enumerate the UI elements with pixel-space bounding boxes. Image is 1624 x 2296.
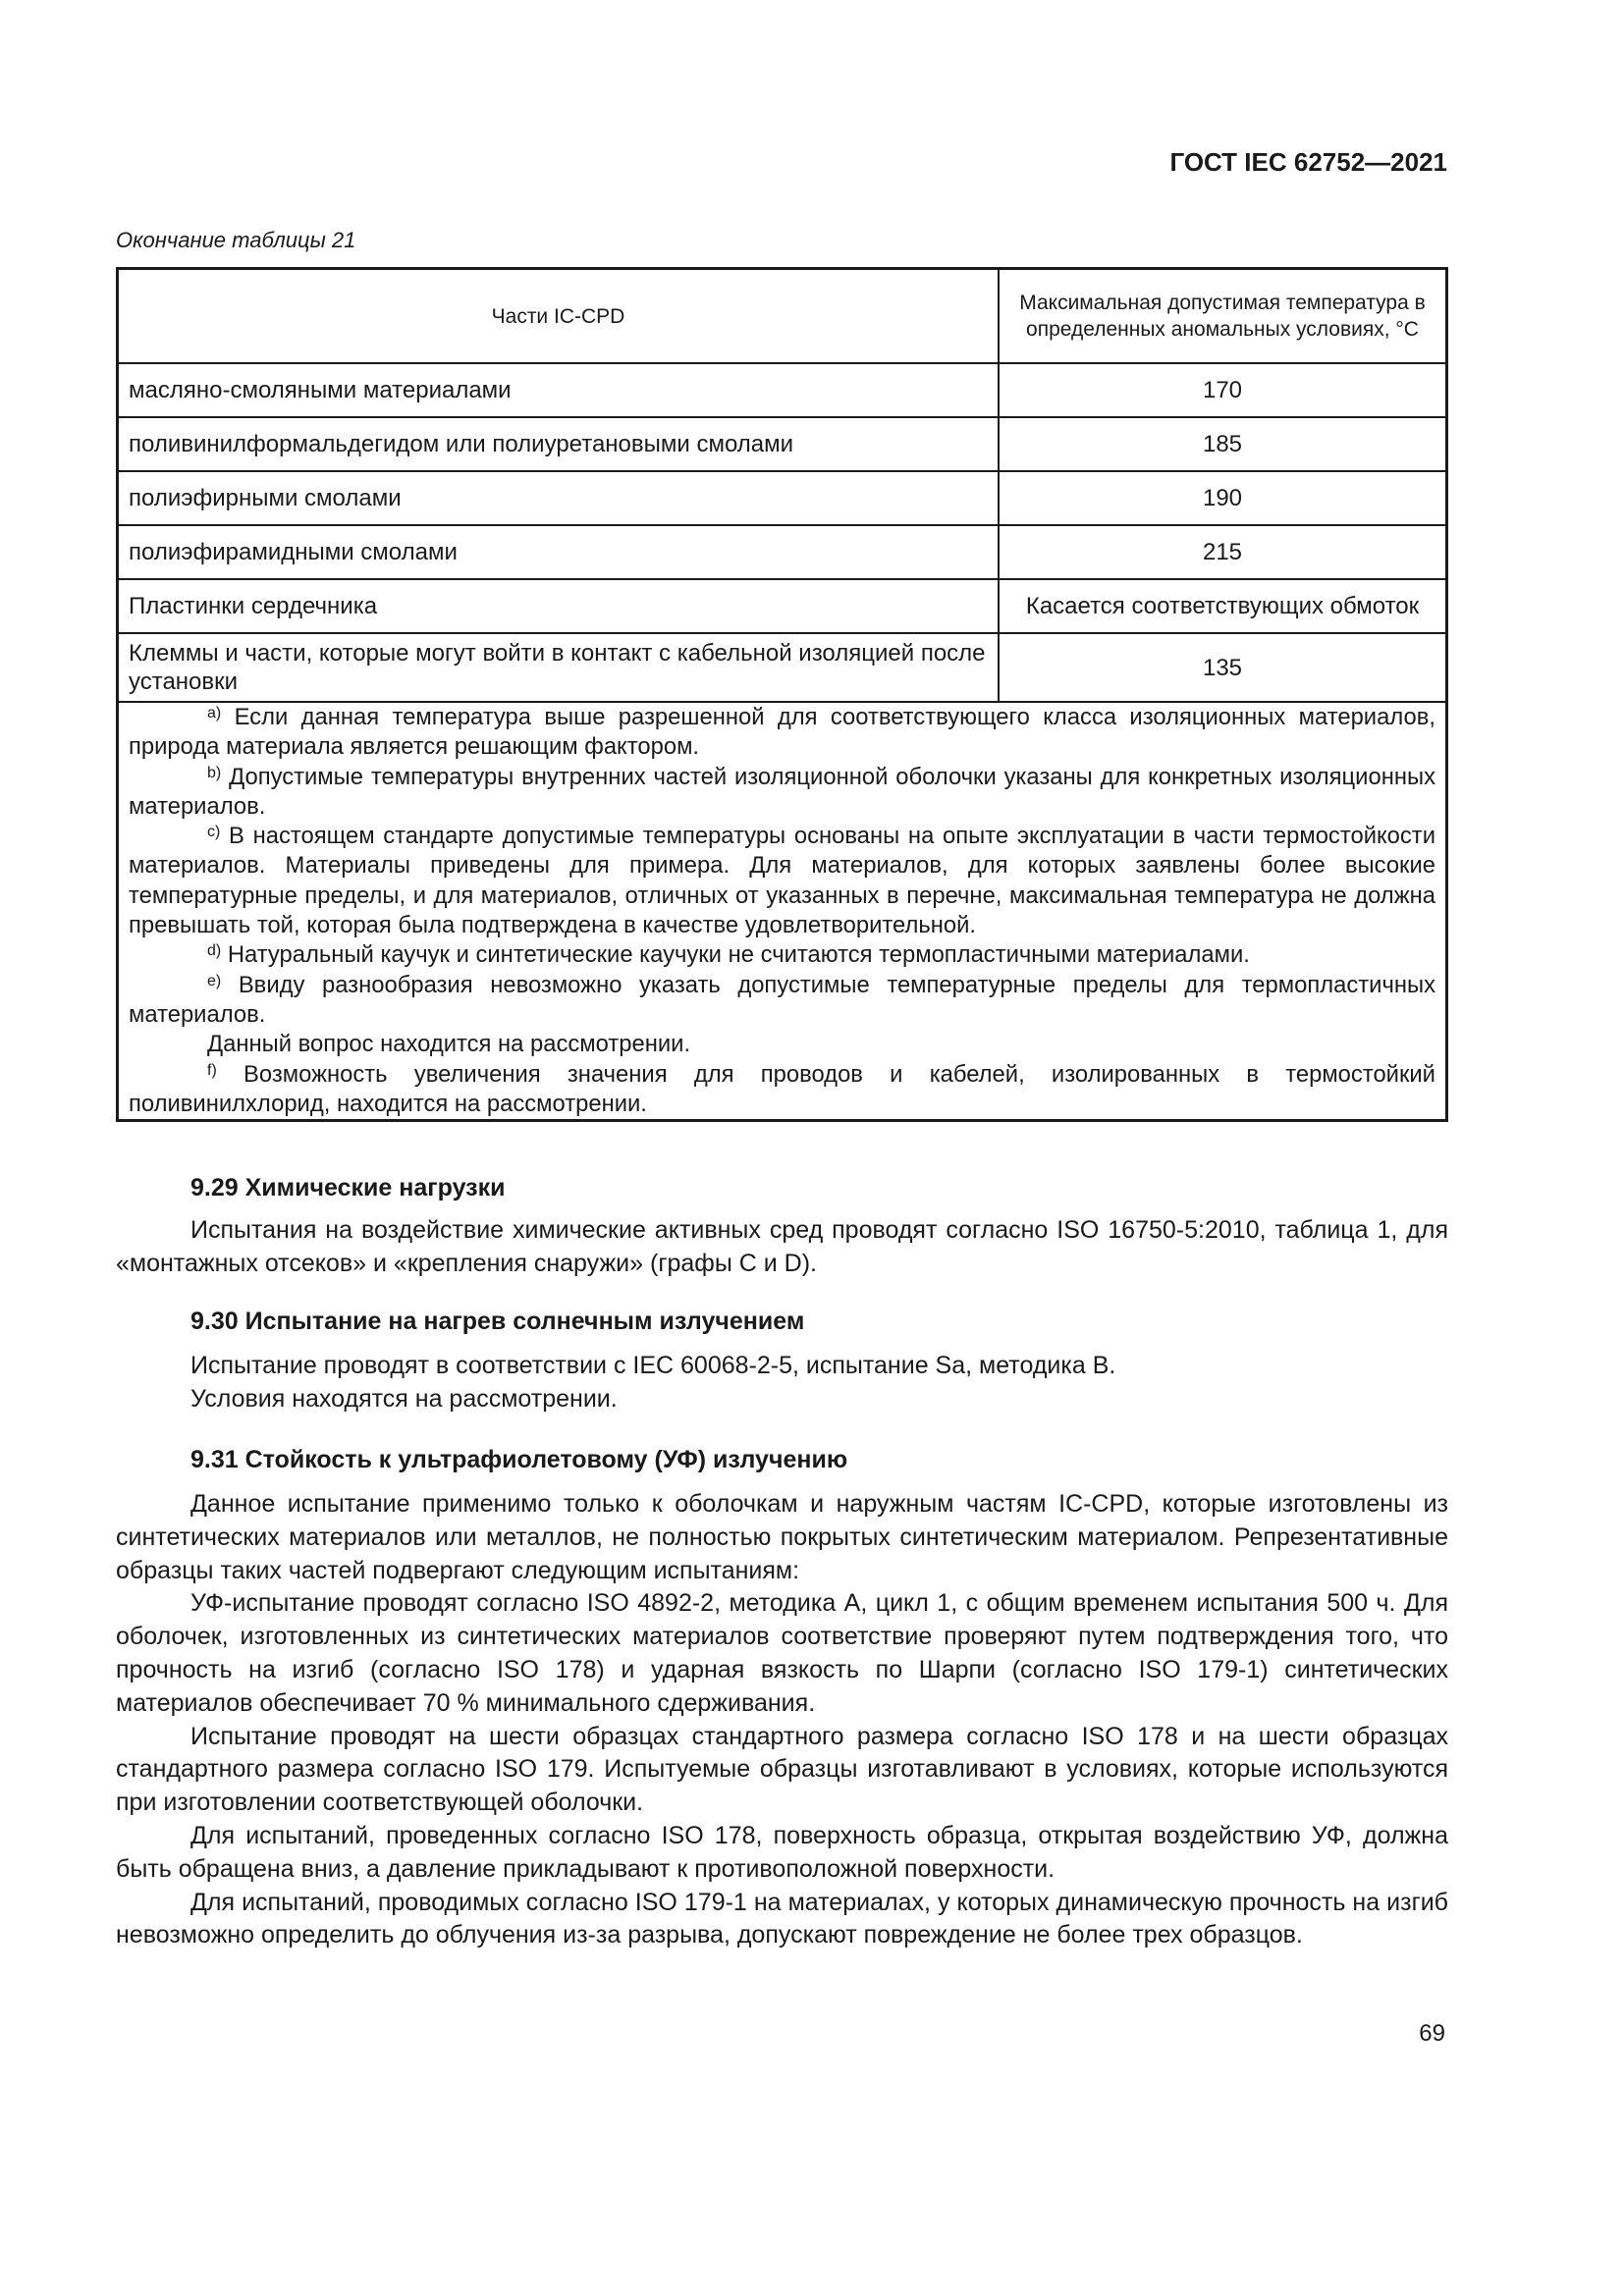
footnote-mark: e) (207, 972, 222, 989)
section-9-30 (116, 1303, 1448, 1416)
paragraph: Данное испытание применимо только к оболочкам и наружным частям IC-CPD, которые изготовлены из синтетических материалов или металлов, не полностью покрытых синтетическим материалом. Репрезентативные образцы таких частей подвергают следующим испытаниям: (116, 1490, 1448, 1584)
footnote-text: Возможность увеличения значения для проводов и кабелей, изолированных в термостойкий поливинилхлорид, находится на рассмотрении. (129, 1060, 1435, 1117)
column-header-max-temperature: Максимальная допустимая температура в определенных аномальных условиях, °С (999, 269, 1447, 364)
section-heading: 9.30 Испытание на нагрев солнечным излучением (190, 1308, 805, 1335)
paragraph: Испытания на воздействие химические активных сред проводят согласно ISO 16750-5:2010, таблица 1, для «монтажных отсеков» и «крепления снаружи» (графы C и D). (116, 1216, 1448, 1277)
footnote-text: Допустимые температуры внутренних частей изоляционной оболочки указаны для конкретных изоляционных материалов. (129, 763, 1435, 820)
section-heading: 9.29 Химические нагрузки (190, 1174, 506, 1201)
cell-temperature: 170 (999, 363, 1447, 417)
footnotes-cell (118, 702, 1447, 1121)
paragraph: УФ-испытание проводят согласно ISO 4892-2, методика A, цикл 1, с общим временем испытания 500 ч. Для оболочек, изготовленных из синтетических материалов соответствие проверяют путем подтверждения того, что прочность на изгиб (согласно ISO 178) и ударная вязкость по Шарпи (согласно ISO 179-1) синтетических материалов обеспечивает 70 % минимального сдерживания. (116, 1589, 1448, 1717)
page-number: 69 (1419, 2020, 1445, 2047)
footnote-mark: b) (207, 764, 222, 781)
cell-part: полиэфирными смолами (118, 471, 1000, 525)
footnote-text: В настоящем стандарте допустимые температуры основаны на опыте эксплуатации в части термостойкости материалов. Материалы приведены для примера. Для материалов, для которых заявлены более высокие температурные пределы, и для материалов, отличных от указанных в перечне, максимальная температура не должна превышать той, которая была подтверждена в качестве удовлетворительной. (129, 823, 1435, 939)
cell-temperature: 185 (999, 417, 1447, 471)
paragraph: Испытание проводят на шести образцах стандартного размера согласно ISO 178 и на шести образцах стандартного размера согласно ISO 179. Испытуемые образцы изготавливают в условиях, которые используются при изготовлении соответствующей оболочки. (116, 1722, 1448, 1817)
table-header-row (118, 269, 1447, 364)
footnote-text: Данный вопрос находится на рассмотрении. (207, 1031, 691, 1058)
footnote-text: Если данная температура выше разрешенной для соответствующего класса изоляционных материалов, природа материала является решающим фактором. (129, 704, 1435, 761)
table-row (118, 471, 1447, 525)
table-row (118, 579, 1447, 633)
footnote-mark: c) (207, 824, 221, 841)
footnote-e-continuation (129, 1030, 1435, 1059)
footnotes-row (118, 702, 1447, 1121)
footnote-d (129, 940, 1435, 970)
footnote-mark: a) (207, 705, 222, 721)
table-row (118, 525, 1447, 579)
paragraph: Для испытаний, проводимых согласно ISO 179-1 на материалах, у которых динамическую прочность на изгиб невозможно определить до облучения из-за разрыва, допускают повреждение не более трех образцов. (116, 1888, 1448, 1949)
footnote-a (129, 703, 1435, 763)
paragraph: Условия находятся на рассмотрении. (190, 1384, 618, 1413)
document-code-header: ГОСТ IEC 62752—2021 (1169, 147, 1447, 177)
cell-temperature: 190 (999, 471, 1447, 525)
footnote-c (129, 822, 1435, 940)
cell-part: масляно-смоляными материалами (118, 363, 1000, 417)
footnote-f (129, 1060, 1435, 1120)
footnote-text: Натуральный каучук и синтетические каучуки не считаются термопластичными материалами. (227, 941, 1250, 969)
table-row (118, 417, 1447, 471)
section-9-29 (116, 1169, 1448, 1281)
column-header-parts: Части IC-CPD (118, 269, 1000, 364)
paragraph: Испытание проводят в соответствии с IEC 60068-2-5, испытание Sa, методика B. (190, 1352, 1116, 1379)
footnote-mark: d) (207, 942, 222, 960)
cell-temperature: 215 (999, 525, 1447, 579)
cell-part: Клеммы и части, которые могут войти в контакт с кабельной изоляцией после установки (118, 633, 1000, 702)
footnote-mark: f) (207, 1061, 217, 1079)
table-row (118, 363, 1447, 417)
cell-temperature: Касается соответствующих обмоток (999, 579, 1447, 633)
cell-temperature: 135 (999, 633, 1447, 702)
paragraph: Для испытаний, проведенных согласно ISO 178, поверхность образца, открытая воздействию УФ, должна быть обращена вниз, а давление прикладывают к противоположной поверхности. (116, 1821, 1448, 1883)
cell-part: поливинилформальдегидом или полиуретановыми смолами (118, 417, 1000, 471)
footnote-b (129, 763, 1435, 823)
temperature-table (116, 267, 1448, 1122)
footnote-e (129, 971, 1435, 1031)
cell-part: полиэфирамидными смолами (118, 525, 1000, 579)
cell-part: Пластинки сердечника (118, 579, 1000, 633)
footnote-text: Ввиду разнообразия невозможно указать допустимые температурные пределы для термопластичных материалов. (129, 971, 1435, 1028)
section-heading: 9.31 Стойкость к ультрафиолетовому (УФ) излучению (190, 1446, 848, 1473)
table-caption: Окончание таблицы 21 (116, 228, 356, 252)
table-row (118, 633, 1447, 702)
section-9-31 (116, 1441, 1448, 1952)
